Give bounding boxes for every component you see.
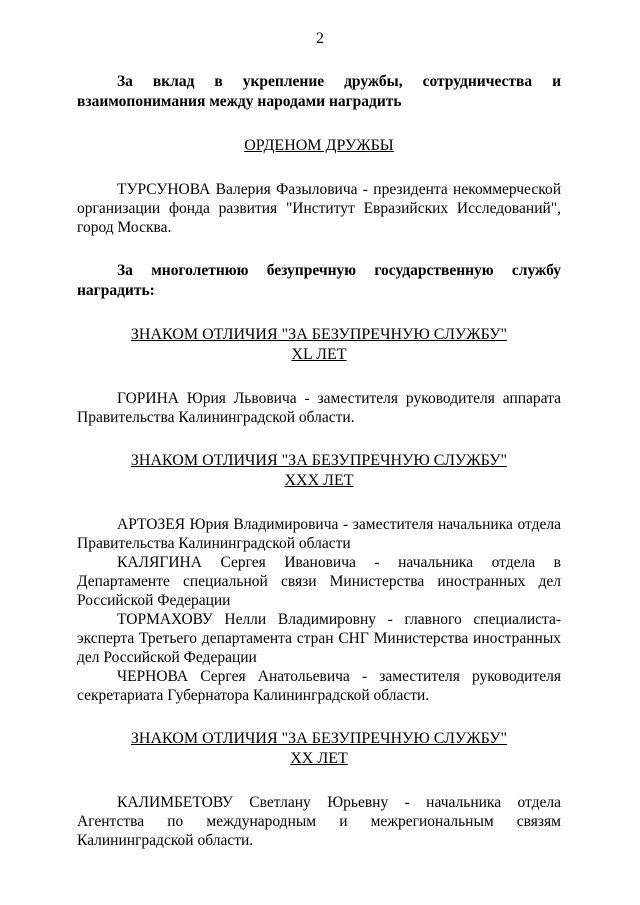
award-xxx-awardee: ТОРМАХОВУ Нелли Владимировну - главного специалиста-эксперта Третьего департамента стран СНГ Министерства иностранных дел Российской Федерации — [77, 611, 561, 666]
page-number: 2 — [316, 30, 324, 47]
award-xxx-awardee: ЧЕРНОВА Сергея Анатольевича - заместителя руководителя секретариата Губернатора Калининградской области. — [77, 668, 561, 704]
award-xxx-title: ЗНАКОМ ОТЛИЧИЯ "ЗА БЕЗУПРЕЧНУЮ СЛУЖБУ" — [130, 452, 508, 469]
award-xx-years: XX ЛЕТ — [290, 750, 348, 767]
award-xl-awardee: ГОРИНА Юрия Львовича - заместителя руководителя аппарата Правительства Калининградской области. — [77, 390, 561, 426]
intro-service: За многолетнюю безупречную государственную службу наградить: — [77, 262, 561, 299]
award-xl-years: XL ЛЕТ — [291, 346, 347, 363]
friendship-awardee: ТУРСУНОВА Валерия Фазыловича - президента некоммерческой организации фонда развития "Институт Евразийских Исследований", город Москва. — [77, 181, 561, 236]
award-xxx-years: XXX ЛЕТ — [284, 472, 354, 489]
document-body — [77, 72, 561, 850]
award-xxx-awardee: КАЛЯГИНА Сергея Ивановича - начальника отдела в Департаменте специальной связи Министерства иностранных дел Российской Федерации — [77, 554, 561, 609]
award-xxx-awardee: АРТОЗЕЯ Юрия Владимировича - заместителя начальника отдела Правительства Калининградской области — [77, 516, 561, 552]
award-xx-awardee: КАЛИМБЕТОВУ Светлану Юрьевну - начальника отдела Агентства по международным и межрегиональным связям Калининградской области. — [77, 794, 561, 849]
award-xl-title: ЗНАКОМ ОТЛИЧИЯ "ЗА БЕЗУПРЕЧНУЮ СЛУЖБУ" — [130, 326, 508, 343]
order-friendship-heading: ОРДЕНОМ ДРУЖБЫ — [244, 137, 394, 154]
intro-friendship: За вклад в укрепление дружбы, сотрудничества и взаимопонимания между народами наградить — [77, 73, 561, 110]
award-xx-title: ЗНАКОМ ОТЛИЧИЯ "ЗА БЕЗУПРЕЧНУЮ СЛУЖБУ" — [130, 730, 508, 747]
